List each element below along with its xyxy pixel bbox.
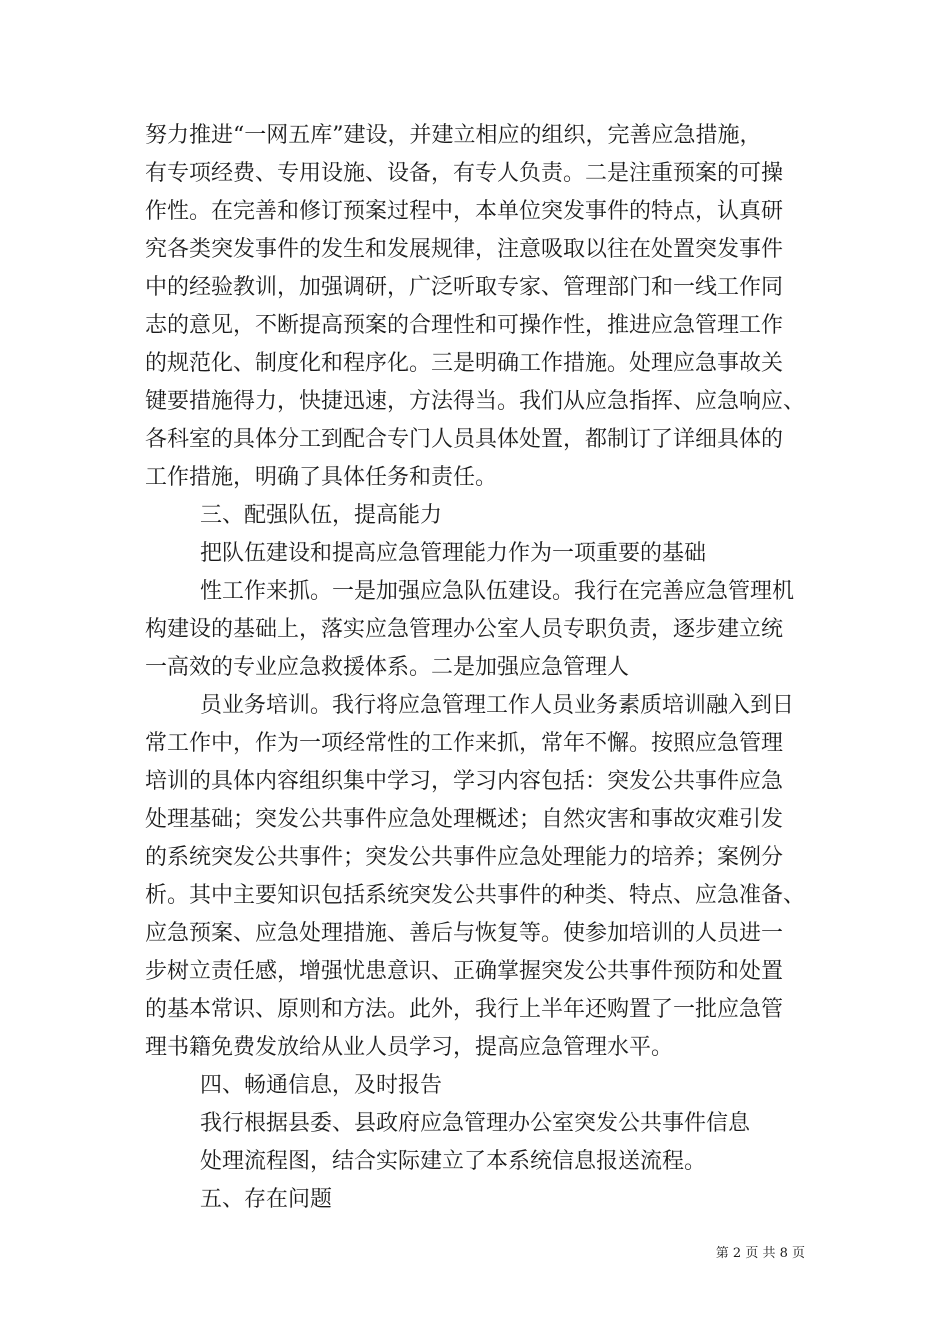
text-line: 我行根据县委、县政府应急管理办公室突发公共事件信息 bbox=[200, 1111, 751, 1136]
document-body bbox=[145, 117, 825, 1219]
text-line: 步树立责任感，增强忧患意识、正确掌握突发公共事件预防和处置 bbox=[145, 959, 784, 984]
text-line: 的规范化、制度化和程序化。三是明确工作措施。处理应急事故关 bbox=[145, 351, 784, 376]
text-line: 志的意见，不断提高预案的合理性和可操作性，推进应急管理工作 bbox=[145, 313, 784, 338]
text-line: 性工作来抓。一是加强应急队伍建设。我行在完善应急管理机 bbox=[200, 579, 795, 604]
text-line: 作性。在完善和修订预案过程中，本单位突发事件的特点，认真研 bbox=[145, 199, 784, 224]
text-line: 的基本常识、原则和方法。此外，我行上半年还购置了一批应急管 bbox=[145, 997, 784, 1022]
text-line: 常工作中，作为一项经常性的工作来抓，常年不懈。按照应急管理 bbox=[145, 731, 784, 756]
text-line: 理书籍免费发放给从业人员学习，提高应急管理水平。 bbox=[145, 1035, 674, 1060]
section-heading: 三、配强队伍，提高能力 bbox=[200, 503, 443, 528]
section-heading: 四、畅通信息，及时报告 bbox=[200, 1073, 443, 1098]
text-line: 各科室的具体分工到配合专门人员具体处置，都制订了详细具体的 bbox=[145, 427, 784, 452]
text-line: 努力推进“一网五库”建设，并建立相应的组织，完善应急措施， bbox=[145, 123, 762, 148]
page-number-footer: 第 2 页 共 8 页 bbox=[715, 1246, 805, 1261]
text-line: 一高效的专业应急救援体系。二是加强应急管理人 bbox=[145, 655, 630, 680]
text-line: 培训的具体内容组织集中学习，学习内容包括：突发公共事件应急 bbox=[145, 769, 784, 794]
text-line: 应急预案、应急处理措施、善后与恢复等。使参加培训的人员进一 bbox=[145, 921, 784, 946]
text-line: 把队伍建设和提高应急管理能力作为一项重要的基础 bbox=[200, 541, 707, 566]
text-line: 有专项经费、专用设施、设备，有专人负责。二是注重预案的可操 bbox=[145, 161, 784, 186]
text-line: 中的经验教训，加强调研，广泛听取专家、管理部门和一线工作同 bbox=[145, 275, 784, 300]
text-line: 员业务培训。我行将应急管理工作人员业务素质培训融入到日 bbox=[200, 693, 795, 718]
text-line: 析。其中主要知识包括系统突发公共事件的种类、特点、应急准备、 bbox=[145, 883, 806, 908]
text-line: 处理基础；突发公共事件应急处理概述；自然灾害和事故灾难引发 bbox=[145, 807, 784, 832]
text-line: 究各类突发事件的发生和发展规律，注意吸取以往在处置突发事件 bbox=[145, 237, 784, 262]
section-heading: 五、存在问题 bbox=[200, 1187, 333, 1212]
text-line: 处理流程图，结合实际建立了本系统信息报送流程。 bbox=[200, 1149, 707, 1174]
text-line: 键要措施得力，快捷迅速，方法得当。我们从应急指挥、应急响应、 bbox=[145, 389, 806, 414]
text-line: 构建设的基础上，落实应急管理办公室人员专职负责，逐步建立统 bbox=[145, 617, 784, 642]
text-line: 工作措施，明确了具体任务和责任。 bbox=[145, 465, 498, 490]
text-line: 的系统突发公共事件；突发公共事件应急处理能力的培养；案例分 bbox=[145, 845, 784, 870]
